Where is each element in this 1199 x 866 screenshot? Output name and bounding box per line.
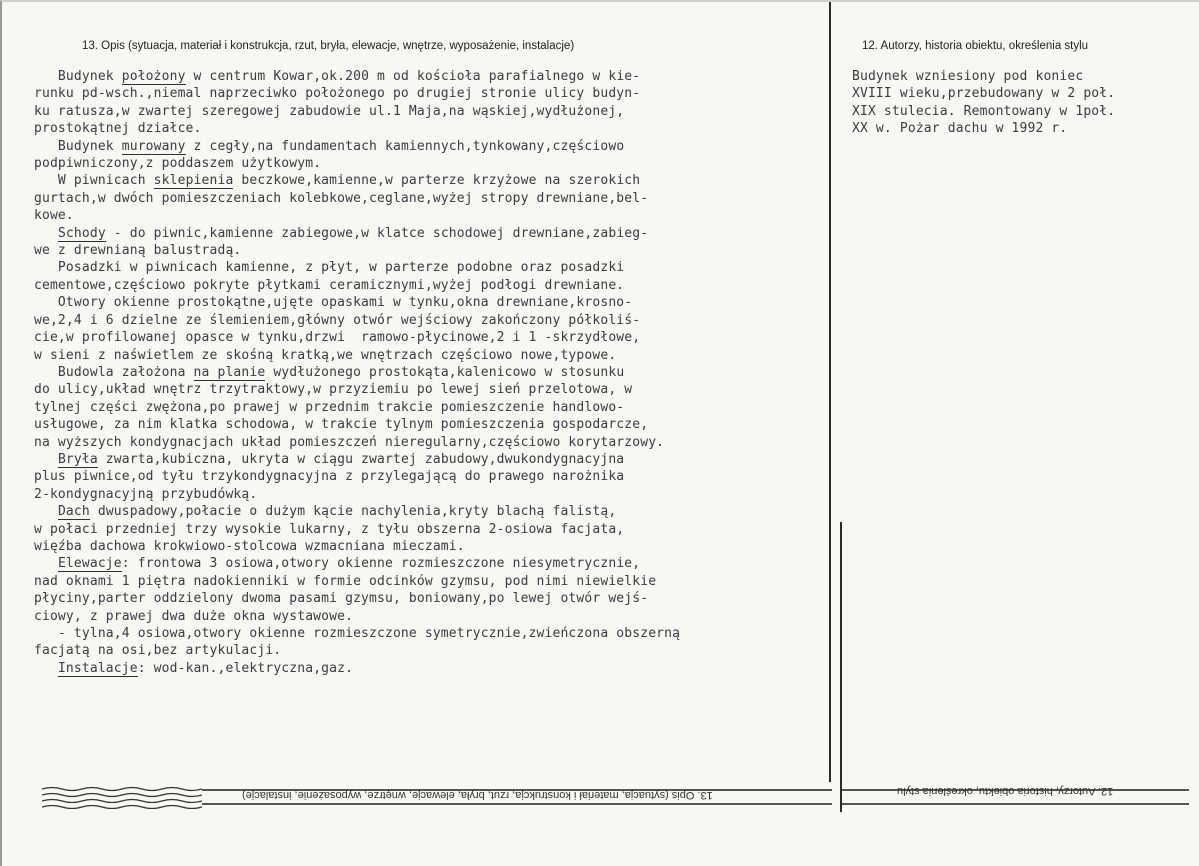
text-line [34,259,680,276]
text-line [34,608,680,625]
text-line-part: gurtach,w dwóch pomieszczeniach kolebkowe,ceglane,wyżej stropy drewniane,bel- [34,190,649,206]
text-line [34,381,680,398]
text-line-part: do ulicy,układ wnętrz trzytraktowy,w przyziemiu po lewej sień przelotowa, w [34,382,633,398]
text-line [34,486,680,503]
text-line-part: kowe. [34,208,74,224]
text-line-part: beczkowe,kamienne,w parterze krzyżowe na szerokich [233,173,641,189]
text-line-part: Budowla założona [34,364,194,380]
text-line-part: : frontowa 3 osiowa,otwory okienne rozmieszczone niesymetrycznie, [121,556,641,572]
wave-lines-left [42,785,202,809]
right-section-header: 12. Autorzy, historia obiektu, określenia stylu [862,40,1089,52]
text-line [34,468,680,485]
text-line-part: w centrum Kowar,ok.200 m od kościoła parafialnego w kie- [185,69,641,84]
text-line-part: prostokątnej działce. [34,121,202,137]
text-line-part [34,452,58,467]
footer-rule-left-2 [202,803,832,805]
column-divider-top [829,2,831,782]
text-line [34,277,680,294]
underlined-keyword: sklepienia [153,173,234,189]
text-line [34,172,680,189]
text-line-part: usługowe, za nim klatka schodowa, w trakcie tylnym pomieszczenia gospodarcze, [34,417,649,433]
history-line: XVIII wieku,przebudowany w 2 poł. [852,86,1116,102]
text-line-part: facjatą na osi,bez artykulacji. [34,643,282,659]
text-line-part: Otwory okienne prostokątne,ujęte opaskami w tynku,okna drewniane,krosno- [34,295,633,311]
text-line-part: wydłużonego prostokąta,kalenicowo w stosunku [265,364,625,380]
history-text [852,68,1115,138]
mirrored-left-header: 13. Opis (sytuacja, materiał i konstrukcja, rzut, bryła, elewacje, wnętrze, wyposażenie, instalacje) [242,789,713,801]
text-line [34,642,680,659]
text-line-part: w sieni z naświetlem ze skośną kratką,we wnętrzach częściowo nowe,typowe. [34,347,617,363]
text-line-part [34,226,58,241]
text-line-part: we,2,4 i 6 dzielne ze ślemieniem,główny otwór wejściowy zakończony półkoliś- [34,312,641,328]
text-line [34,225,680,242]
text-line-part: - do piwnic,kamienne zabiegowe,w klatce schodowej drewniane,zabieg- [105,225,649,241]
text-line-part: 2-kondygnacyjną przybudówką. [34,486,258,502]
text-line-part: cementowe,częściowo pokryte płytkami ceramicznymi,wyżej podłogi drewniane. [34,277,625,293]
text-line-part: z cegły,na fundamentach kamiennych,tynkowany,częściowo [185,138,625,154]
text-line [34,68,680,85]
underlined-keyword: Elewacje [57,556,122,572]
text-line-part: na wyższych kondygnacjach układ pomieszczeń nieregularny,częściowo korytarzowy. [34,434,665,450]
text-line-part: więźba dachowa krokwiowo-stolcowa wzmacniana mieczami. [34,538,465,554]
text-line [34,416,680,433]
text-line [34,103,680,120]
text-line-part: podpiwniczony,z poddaszem użytkowym. [34,156,322,172]
underlined-keyword: Bryła [57,451,98,467]
text-line-part: : wod-kan.,elektryczna,gaz. [137,660,354,676]
text-line [34,85,680,102]
text-line [34,538,680,555]
text-line-part: runku pd-wsch.,niemal naprzeciwko położonego po drugiej stronie ulicy budyn- [34,86,641,102]
text-line [34,555,680,572]
text-line [34,155,680,172]
text-line [34,207,680,224]
text-line [34,138,680,155]
text-line [34,660,680,677]
text-line-part: cie,w profilowanej opasce w tynku,drzwi ramowo-płycinowe,2 i 1 -skrzydłowe, [34,330,641,346]
history-line: XIX stulecia. Remontowany w 1poł. [852,103,1116,119]
text-line [34,347,680,364]
text-line-part [34,504,58,519]
left-section-header: 13. Opis (sytuacja, materiał i konstrukcja, rzut, bryła, elewacje, wnętrze, wyposażenie, instalacje) [82,40,575,52]
text-line-part: plus piwnice,od tyłu trzykondygnacyjna z przylegającą do prawego narożnika [34,469,625,485]
text-line [34,294,680,311]
mirrored-right-header: 12. Autorzy, historia obiektu, określenia stylu [897,785,1114,797]
description-text [34,68,680,677]
text-line [34,521,680,538]
column-divider-bottom [840,522,842,812]
text-line-part: ku ratusza,w zwartej szeregowej zabudowie ul.1 Maja,na wąskiej,wydłużonej, [34,103,625,119]
text-line [34,190,680,207]
text-line [34,590,680,607]
text-line-part: we z drewnianą balustradą. [34,243,242,259]
text-line-part: nad oknami 1 piętra nadokienniki w formie odcinków gzymsu, pod nimi niewielkie [34,573,657,589]
text-line [34,399,680,416]
footer-strip [42,777,1187,817]
text-line-part: Budynek [34,69,122,84]
text-line [34,451,680,468]
underlined-keyword: Dach [57,504,90,520]
underlined-keyword: murowany [121,138,186,154]
text-line [34,434,680,451]
text-line [34,120,680,137]
text-line-part: Posadzki w piwnicach kamienne, z płyt, w parterze podobne oraz posadzki [34,260,625,276]
text-line-part: tylnej części zwężona,po prawej w przednim trakcie pomieszczenie handlowo- [34,399,625,415]
text-line-part: - tylna,4 osiowa,otwory okienne rozmieszczone symetrycznie,zwieńczona obszerną [34,626,681,641]
text-line-part [34,556,58,571]
text-line-part [34,661,58,676]
text-line-part: w połaci przedniej trzy wysokie lukarny, z tyłu obszerna 2-osiowa facjata, [34,521,625,537]
text-line-part: W piwnicach [34,173,154,189]
text-line [34,242,680,259]
text-line-part: Budynek [34,138,122,154]
text-line-part: dwuspadowy,połacie o dużym kącie nachylenia,kryty blachą falistą, [89,504,617,520]
footer-rule-right-2 [842,803,1189,805]
history-line: Budynek wzniesiony pod koniec [852,69,1084,84]
text-line [34,364,680,381]
text-line-part: ciowy, z prawej dwa duże okna wystawowe. [34,608,354,624]
text-line [34,329,680,346]
text-line [34,503,680,520]
underlined-keyword: Instalacje [57,660,138,676]
text-line-part: płyciny,parter oddzielony dwoma pasami gzymsu, boniowany,po lewej otwór wejś- [34,591,649,607]
history-line: XX w. Pożar dachu w 1992 r. [852,121,1068,137]
text-line-part: zwarta,kubiczna, ukryta w ciągu zwartej zabudowy,dwukondygnacyjna [97,451,625,467]
underlined-keyword: położony [121,69,186,84]
text-line [34,573,680,590]
text-line [34,312,680,329]
text-line [34,625,680,642]
underlined-keyword: na planie [193,364,266,380]
underlined-keyword: Schody [57,225,106,241]
